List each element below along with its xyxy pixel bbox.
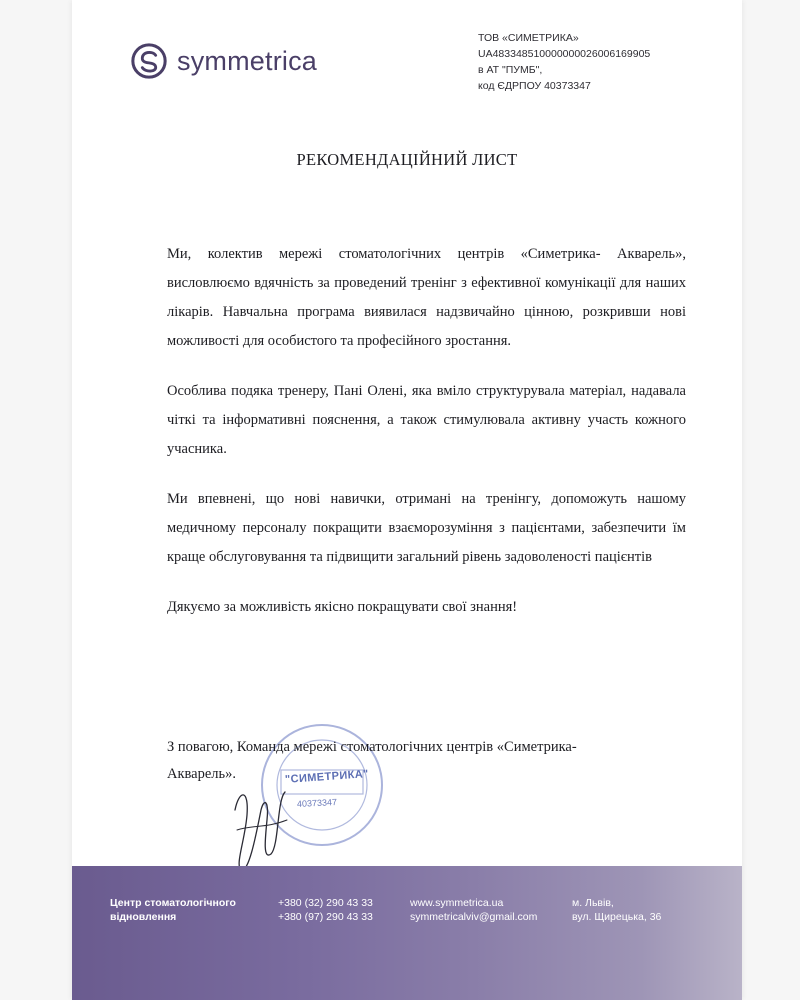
footer-text: відновлення (110, 911, 177, 923)
paragraph: Дякуємо за можливість якісно покращувати свої знання! (167, 599, 518, 615)
paragraph: Особлива подяка тренеру, Пані Олені, яка вміло структурувала матеріал, надавала чіткі та інформативні пояснення, а також стимулювала активну участь кожного учасника. (167, 383, 686, 457)
website-link[interactable]: www.symmetrica.ua (410, 897, 504, 909)
footer-address (572, 896, 661, 924)
footer-contacts (410, 896, 537, 924)
footer-center-name (110, 896, 236, 924)
symmetrica-logo-icon (130, 42, 168, 80)
address-line: вул. Щирецька, 36 (572, 911, 662, 923)
phone-number[interactable]: +380 (97) 290 43 33 (278, 911, 373, 923)
footer-phones (278, 896, 373, 924)
closing-line: Акварель». (167, 766, 237, 782)
letter-page (72, 0, 742, 1000)
letter-body (167, 240, 686, 643)
company-line: ТОВ «СИМЕТРИКА» (478, 32, 579, 44)
paragraph: Ми впевнені, що нові навички, отримані на тренінгу, допоможуть нашому медичному персоналу покращити взаєморозуміння з пацієнтами, забезпечити їм краще обслуговування та підвищити загальний рівень задоволеності пацієнтів (167, 491, 686, 565)
company-details (478, 30, 650, 94)
stamp-code: 40373347 (296, 796, 338, 810)
letter-footer (72, 866, 742, 1000)
company-line: в АТ "ПУМБ", (478, 64, 543, 76)
email-link[interactable]: symmetricalviv@gmail.com (410, 911, 538, 923)
company-line: UA483348510000000026006169905 (478, 48, 651, 60)
signature (227, 770, 297, 880)
company-line: код ЄДРПОУ 40373347 (478, 80, 591, 92)
footer-text: Центр стоматологічного (110, 897, 236, 909)
brand-name: symmetrica (177, 45, 318, 76)
phone-number[interactable]: +380 (32) 290 43 33 (278, 897, 373, 909)
stamp-name: "СИМЕТРИКА" (284, 768, 370, 786)
address-line: м. Львів, (572, 897, 614, 909)
closing-line: З повагою, Команда мережі стоматологічних центрів «Симетрика- (167, 739, 577, 755)
paragraph: Ми, колектив мережі стоматологічних центрів «Симетрика- Акварель», висловлюємо вдячність за проведений тренінг з ефективної комунікації для наших лікарів. Навчальна програма виявилася надзвичайно цінною, розкривши нові можливості для особистого та професійного зростання. (167, 246, 686, 349)
letter-title: РЕКОМЕНДАЦІЙНИЙ ЛИСТ (296, 150, 518, 169)
brand-logo (130, 42, 317, 80)
